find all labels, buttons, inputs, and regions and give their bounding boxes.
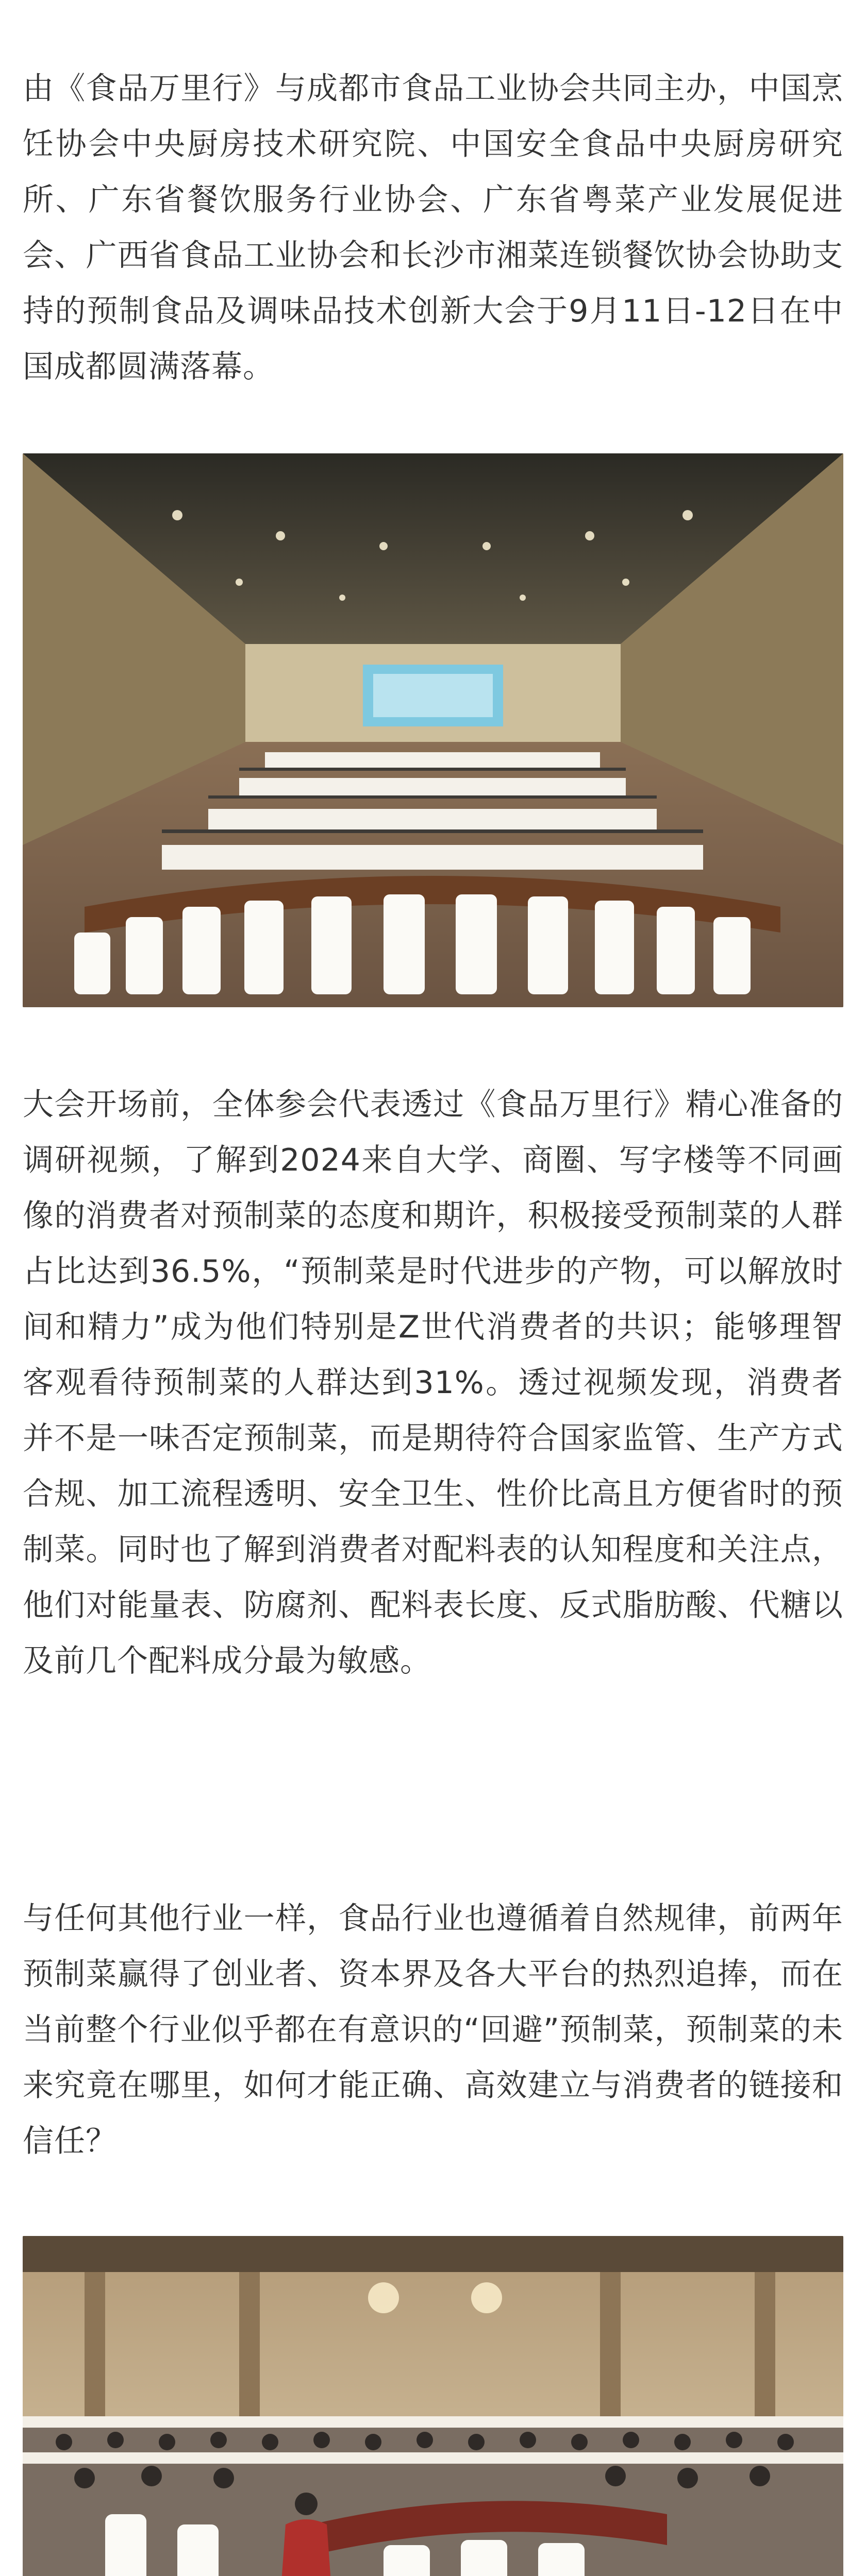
intro-paragraph: 由《食品万里行》与成都市食品工业协会共同主办，中国烹饪协会中央厨房技术研究院、中国安全食品中央厨房研究所、广东省餐饮服务行业协会、广东省粤菜产业发展促进会、广西省食品工业协会和长沙市湘菜连锁餐饮协会协助支持的预制食品及调味品技术创新大会于9月11日-12日在中国成都圆满落幕。 — [23, 71, 843, 385]
survey-paragraph: 大会开场前，全体参会代表透过《食品万里行》精心准备的调研视频，了解到2024来自大学、商圈、写字楼等不同画像的消费者对预制菜的态度和期许，积极接受预制菜的人群占比达到36.5%，“预制菜是时代进步的产物，可以解放时间和精力”成为他们特别是Z世代消费者的共识；能够理智客观看待预制菜的人群达到31%。透过视频发现，消费者并不是一味否定预制菜，而是期待符合国家监管、生产方式合规、加工流程透明、安全卫生、性价比高且方便省时的预制菜。同时也了解到消费者对配料表的认知程度和关注点，他们对能量表、防腐剂、配料表长度、反式脂肪酸、代糖以及前几个配料成分最为敏感。 — [23, 1087, 843, 1679]
audience-photo — [23, 2236, 843, 2576]
venue-hall-photo — [23, 453, 843, 1007]
industry-paragraph: 与任何其他行业一样，食品行业也遵循着自然规律，前两年预制菜赢得了创业者、资本界及各大平台的热烈追捧，而在当前整个行业似乎都在有意识的“回避”预制菜，预制菜的未来究竟在哪里，如何才能正确、高效建立与消费者的链接和信任？ — [23, 1901, 843, 2159]
audience-illustration — [23, 2236, 843, 2576]
venue-hall-illustration — [23, 453, 843, 1007]
